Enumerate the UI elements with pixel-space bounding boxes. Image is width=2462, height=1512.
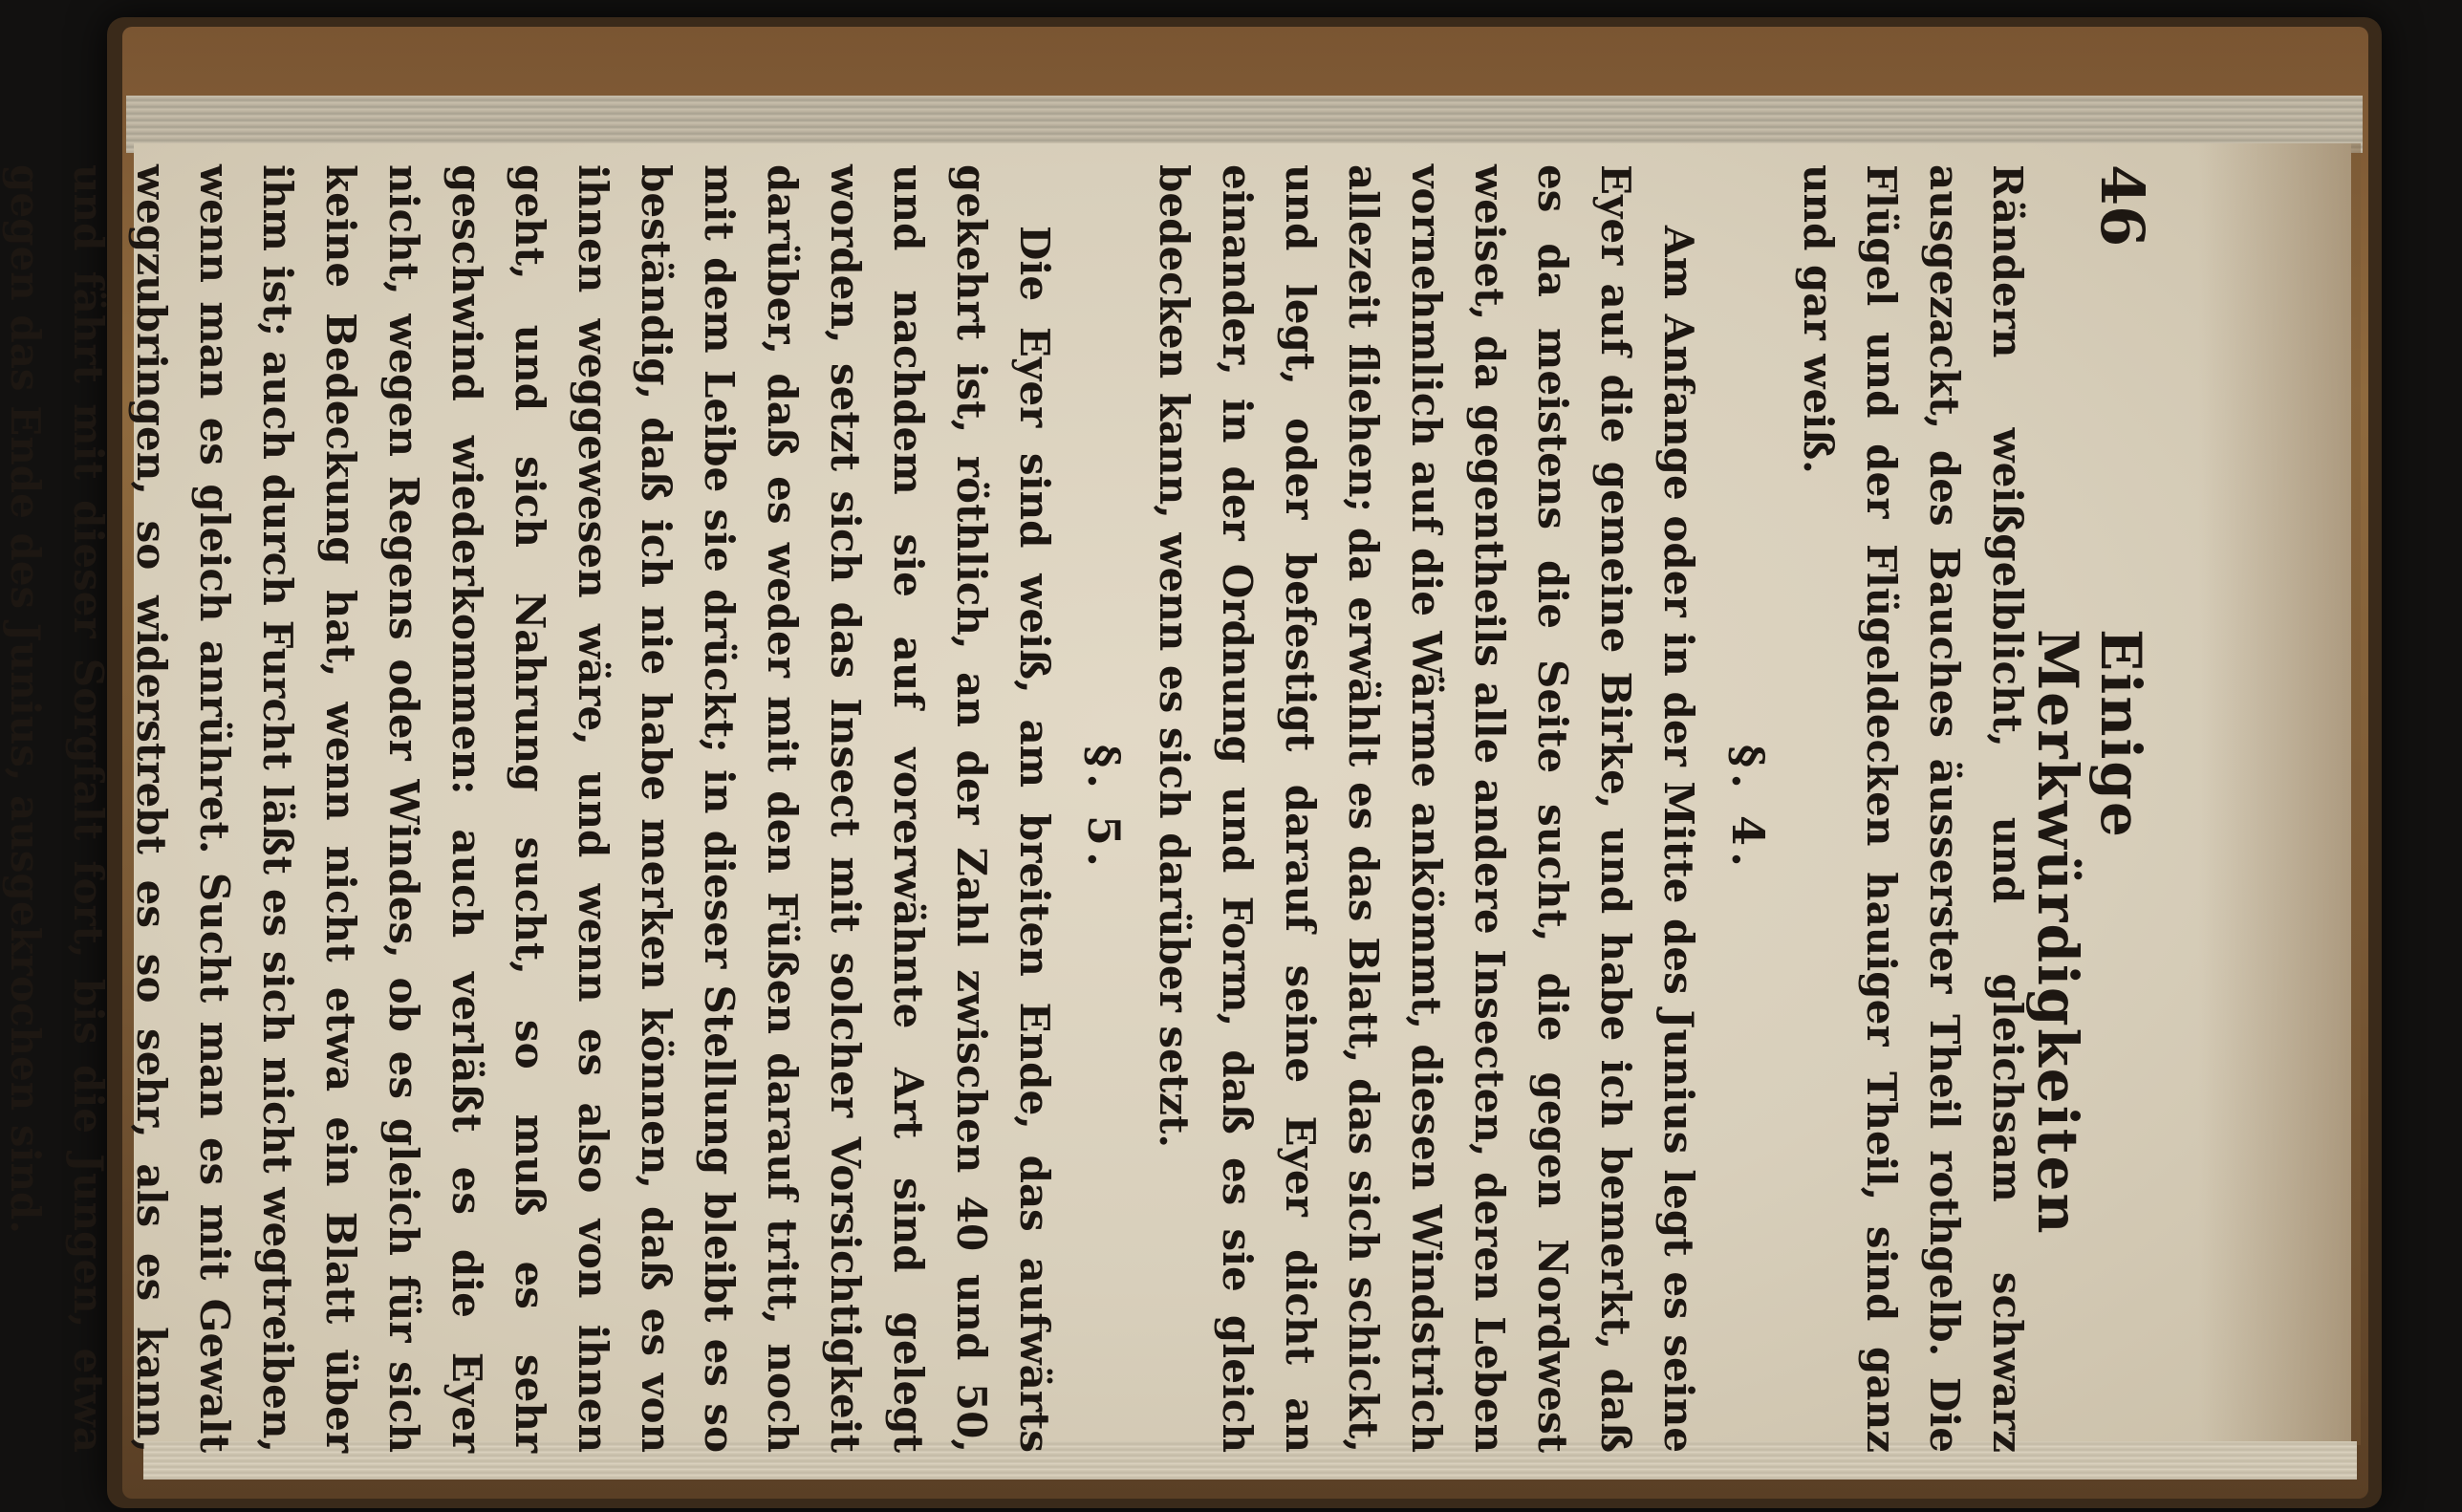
paragraph-continuation: Rändern weißgelblicht, und gleichsam schwarz ausgezackt, des Bauches äusserster Theil rothgelb. Die Flügel und der Flügeldecken hauiger Theil, sind ganz und gar weiß. (1795, 164, 2031, 1453)
running-title: Einige Merkwürdigkeiten (2025, 628, 2153, 1236)
paragraph-egg-laying: Am Anfange oder in der Mitte des Junius legt es seine Eyer auf die gemeine Birke, und habe ich bemerkt, daß es da meistens die Seite sucht, die gegen Nordwest weiset, da gegentheils alle andere Insecten, deren Leben vornehmlich auf die Wärme ankömmt, diesen Windstrich allezeit fliehen; da erwählt es das Blatt, das sich schickt, und legt, oder befestigt darauf seine Eyer dicht an einander, in der Ordnung und Form, daß es sie gleich bedecken kann, wenn es sich darüber setzt. (1151, 164, 1702, 1453)
paragraph-eggs: Die Eyer sind weiß, am breiten Ende, das aufwärts gekehrt ist, röthlich, an der Zahl zwischen 40 und 50, und nachdem sie auf vorerwähnte Art sind gelegt worden, setzt sich das Insect mit solcher Vorsichtigkeit darüber, daß es weder mit den Füßen darauf tritt, noch mit dem Leibe sie drückt; in dieser Stellung bleibt es so beständig, daß ich nie habe merken können, daß es von ihnen weggewesen wäre, und wenn es also von ihnen geht, und sich Nahrung sucht, so muß es sehr geschwind wiederkommen: auch verläßt es die Eyer nicht, wegen Regens oder Windes, ob es gleich für sich keine Bedeckung hat, wenn nicht etwa ein Blatt über ihm ist; auch durch Furcht läßt es sich nicht wegtreiben, wenn man es gleich anrühret. Sucht man es mit Gewalt wegzubringen, so widerstrebt es so sehr, als es kann, und fährt mit dieser Sorgfalt fort, bis die Jungen, etwa gegen das Ende des Junius, ausgekrochen sind. (2, 164, 1058, 1453)
page-curl-shadow (2198, 143, 2361, 1445)
page-text-block (2, 134, 2172, 1472)
running-head (2025, 164, 2157, 1453)
page-number: 46 (2087, 164, 2157, 248)
section-heading-5: §. 5. (1078, 744, 1130, 874)
section-heading-4: §. 4. (1722, 744, 1774, 874)
